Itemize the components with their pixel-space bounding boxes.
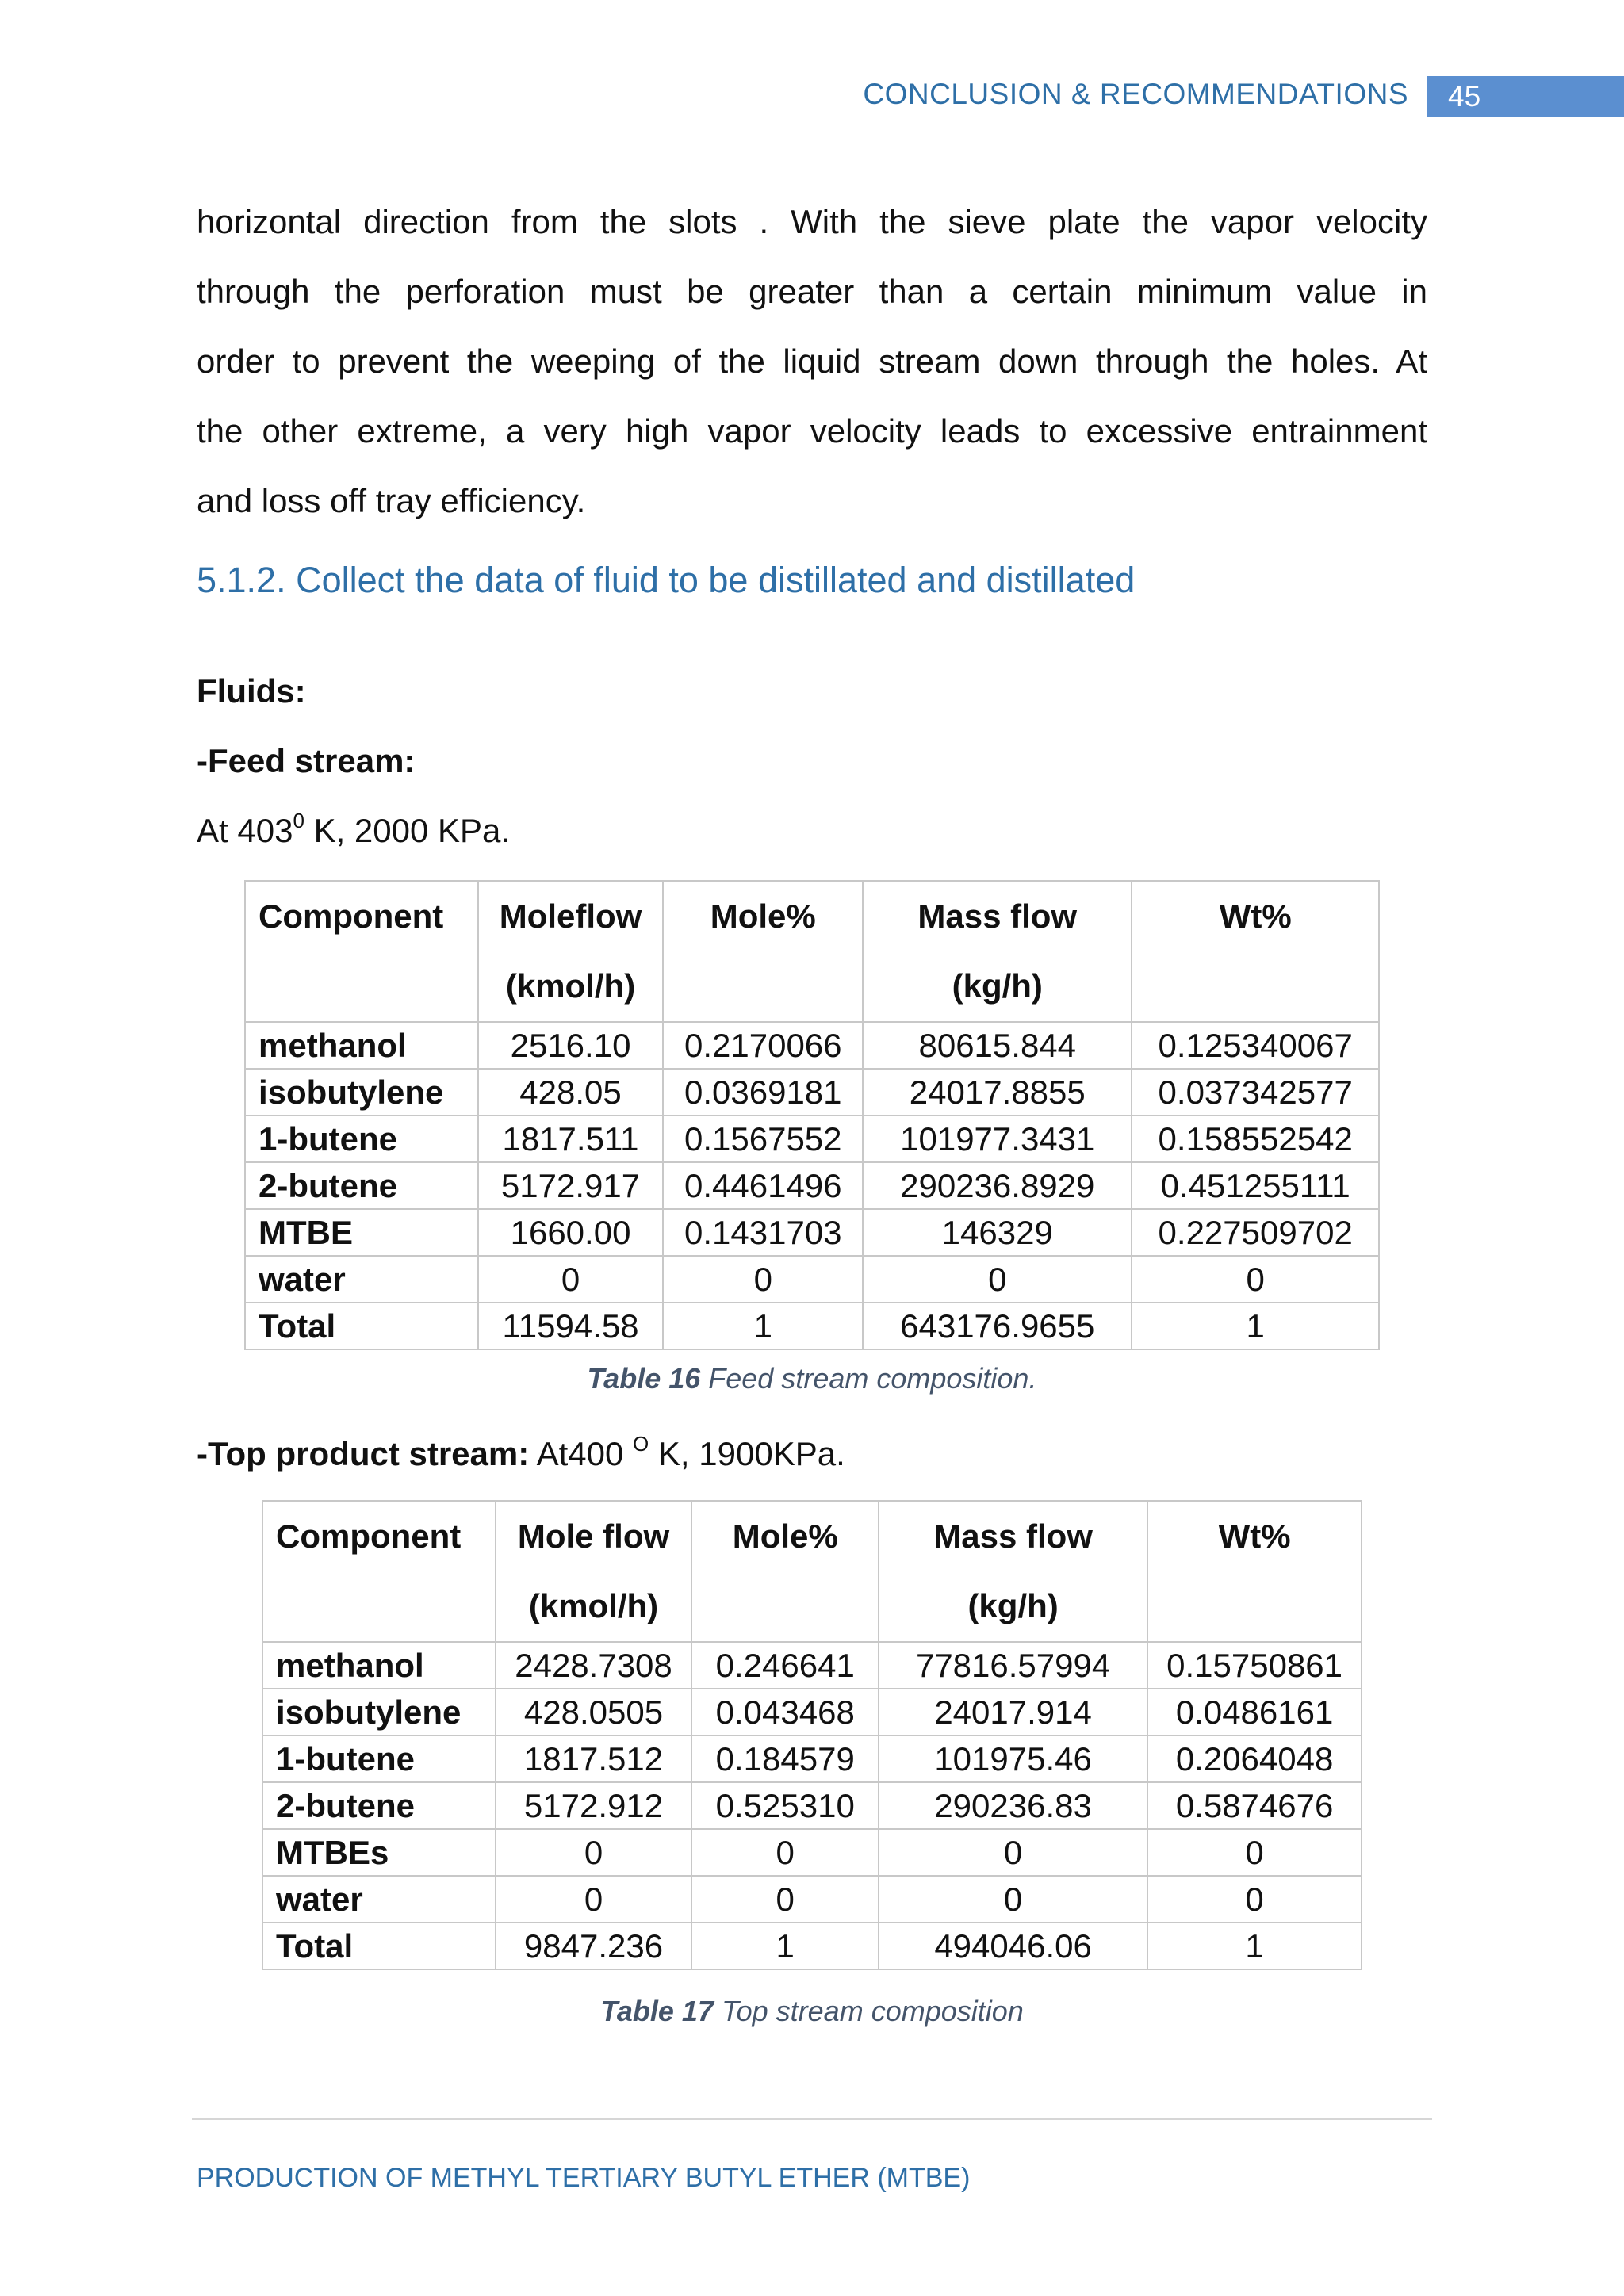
cell-massflow: 101975.46 [879, 1735, 1147, 1782]
top-stream-title: -Top product stream: [197, 1435, 530, 1472]
top-stream-label [197, 1432, 845, 1473]
cell-massflow: 101977.3431 [863, 1115, 1132, 1162]
header-massflow: Mass flow (kg/h) [863, 881, 1132, 1022]
cell-massflow: 0 [863, 1256, 1132, 1303]
cell-wtpct: 0.5874676 [1147, 1782, 1362, 1829]
cell-moleflow: 9847.236 [496, 1923, 692, 1969]
cell-molepct: 0 [691, 1876, 879, 1923]
footer-divider [192, 2118, 1432, 2120]
feed-stream-label: -Feed stream: [197, 742, 416, 779]
cell-wtpct: 0.158552542 [1132, 1115, 1379, 1162]
cell-moleflow: 0 [496, 1876, 692, 1923]
cell-wtpct: 1 [1132, 1303, 1379, 1349]
cell-wtpct: 0.15750861 [1147, 1642, 1362, 1689]
table-row [262, 1876, 1362, 1923]
header-moleflow: Moleflow (kmol/h) [478, 881, 664, 1022]
table-16-caption [244, 1362, 1380, 1395]
table-row [262, 1735, 1362, 1782]
cell-moleflow: 11594.58 [478, 1303, 664, 1349]
cell-component: water [262, 1876, 496, 1923]
table-row [262, 1642, 1362, 1689]
feed-condition-suffix: K, 2000 KPa. [304, 812, 511, 849]
cell-wtpct: 0.2064048 [1147, 1735, 1362, 1782]
feed-condition-sup: 0 [293, 809, 304, 832]
cell-moleflow: 428.05 [478, 1069, 664, 1115]
cell-moleflow: 1817.512 [496, 1735, 692, 1782]
cell-molepct: 1 [691, 1923, 879, 1969]
cell-massflow: 643176.9655 [863, 1303, 1132, 1349]
cell-component: methanol [245, 1022, 478, 1069]
paragraph-line: and loss off tray efficiency. [197, 482, 586, 519]
cell-component: 1-butene [262, 1735, 496, 1782]
cell-component: 2-butene [262, 1782, 496, 1829]
paragraph-line: order to prevent the weeping of the liquid stream down through the holes. At [197, 342, 1427, 380]
table-row [262, 1689, 1362, 1735]
cell-wtpct: 0 [1147, 1829, 1362, 1876]
cell-wtpct: 0.125340067 [1132, 1022, 1379, 1069]
cell-wtpct: 1 [1147, 1923, 1362, 1969]
cell-moleflow: 5172.912 [496, 1782, 692, 1829]
cell-molepct: 0.525310 [691, 1782, 879, 1829]
header-molepct: Mole% [663, 881, 863, 1022]
caption-label: Table 16 [587, 1362, 701, 1395]
cell-massflow: 24017.914 [879, 1689, 1147, 1735]
cell-molepct: 0.0369181 [663, 1069, 863, 1115]
paragraph-line: horizontal direction from the slots . With the sieve plate the vapor velocity [197, 203, 1427, 240]
cell-component: Total [245, 1303, 478, 1349]
table-row [245, 1209, 1379, 1256]
header-component: Component [262, 1501, 496, 1642]
cell-molepct: 0.043468 [691, 1689, 879, 1735]
table-row [245, 1303, 1379, 1349]
cell-component: methanol [262, 1642, 496, 1689]
cell-molepct: 0.1431703 [663, 1209, 863, 1256]
table-row [262, 1829, 1362, 1876]
top-condition-suffix: K, 1900KPa. [649, 1435, 845, 1472]
cell-wtpct: 0 [1132, 1256, 1379, 1303]
caption-text: Top stream composition [713, 1995, 1024, 2027]
cell-wtpct: 0 [1147, 1876, 1362, 1923]
top-condition-prefix: At400 [529, 1435, 634, 1472]
table-row [262, 1923, 1362, 1969]
cell-component: isobutylene [262, 1689, 496, 1735]
paragraph-line: the other extreme, a very high vapor velocity leads to excessive entrainment [197, 412, 1427, 450]
cell-moleflow: 0 [496, 1829, 692, 1876]
table-row [245, 1162, 1379, 1209]
cell-wtpct: 0.0486161 [1147, 1689, 1362, 1735]
cell-massflow: 290236.83 [879, 1782, 1147, 1829]
table-header-row [245, 881, 1379, 1022]
feed-condition-prefix: At 403 [197, 812, 293, 849]
header-massflow: Mass flow (kg/h) [879, 1501, 1147, 1642]
cell-massflow: 290236.8929 [863, 1162, 1132, 1209]
table-row [245, 1256, 1379, 1303]
caption-label: Table 17 [600, 1995, 714, 2027]
cell-moleflow: 0 [478, 1256, 664, 1303]
table-row [262, 1782, 1362, 1829]
top-condition-sup: O [633, 1432, 649, 1456]
cell-component: MTBEs [262, 1829, 496, 1876]
cell-component: water [245, 1256, 478, 1303]
cell-massflow: 0 [879, 1876, 1147, 1923]
header-wtpct: Wt% [1132, 881, 1379, 1022]
cell-massflow: 0 [879, 1829, 1147, 1876]
top-stream-table [262, 1500, 1362, 1970]
cell-moleflow: 1660.00 [478, 1209, 664, 1256]
cell-moleflow: 428.0505 [496, 1689, 692, 1735]
cell-moleflow: 5172.917 [478, 1162, 664, 1209]
cell-wtpct: 0.037342577 [1132, 1069, 1379, 1115]
cell-molepct: 1 [663, 1303, 863, 1349]
feed-stream-table [244, 880, 1380, 1350]
table-header-row [262, 1501, 1362, 1642]
cell-component: Total [262, 1923, 496, 1969]
cell-molepct: 0.184579 [691, 1735, 879, 1782]
cell-massflow: 494046.06 [879, 1923, 1147, 1969]
table-row [245, 1115, 1379, 1162]
cell-molepct: 0 [663, 1256, 863, 1303]
cell-moleflow: 2428.7308 [496, 1642, 692, 1689]
cell-molepct: 0.4461496 [663, 1162, 863, 1209]
cell-molepct: 0 [691, 1829, 879, 1876]
cell-moleflow: 1817.511 [478, 1115, 664, 1162]
paragraph-line: through the perforation must be greater than a certain minimum value in [197, 273, 1427, 310]
caption-text: Feed stream composition. [700, 1362, 1037, 1395]
table-row [245, 1022, 1379, 1069]
running-header-title: CONCLUSION & RECOMMENDATIONS [863, 78, 1408, 110]
cell-molepct: 0.246641 [691, 1642, 879, 1689]
header-component: Component [245, 881, 478, 1022]
cell-molepct: 0.1567552 [663, 1115, 863, 1162]
cell-component: MTBE [245, 1209, 478, 1256]
cell-massflow: 146329 [863, 1209, 1132, 1256]
cell-wtpct: 0.451255111 [1132, 1162, 1379, 1209]
cell-massflow: 24017.8855 [863, 1069, 1132, 1115]
cell-component: 1-butene [245, 1115, 478, 1162]
cell-massflow: 77816.57994 [879, 1642, 1147, 1689]
table-17-caption [262, 1995, 1362, 2028]
cell-component: isobutylene [245, 1069, 478, 1115]
cell-molepct: 0.2170066 [663, 1022, 863, 1069]
feed-condition [197, 809, 511, 850]
header-moleflow: Mole flow (kmol/h) [496, 1501, 692, 1642]
cell-massflow: 80615.844 [863, 1022, 1132, 1069]
page-number: 45 [1427, 76, 1624, 117]
table-row [245, 1069, 1379, 1115]
cell-component: 2-butene [245, 1162, 478, 1209]
running-footer: PRODUCTION OF METHYL TERTIARY BUTYL ETHER (MTBE) [197, 2163, 971, 2193]
header-molepct: Mole% [691, 1501, 879, 1642]
cell-moleflow: 2516.10 [478, 1022, 664, 1069]
body-paragraph [197, 187, 1427, 536]
header-wtpct: Wt% [1147, 1501, 1362, 1642]
cell-wtpct: 0.227509702 [1132, 1209, 1379, 1256]
fluids-label: Fluids: [197, 672, 306, 710]
section-heading: 5.1.2. Collect the data of fluid to be distillated and distillated [197, 560, 1136, 600]
